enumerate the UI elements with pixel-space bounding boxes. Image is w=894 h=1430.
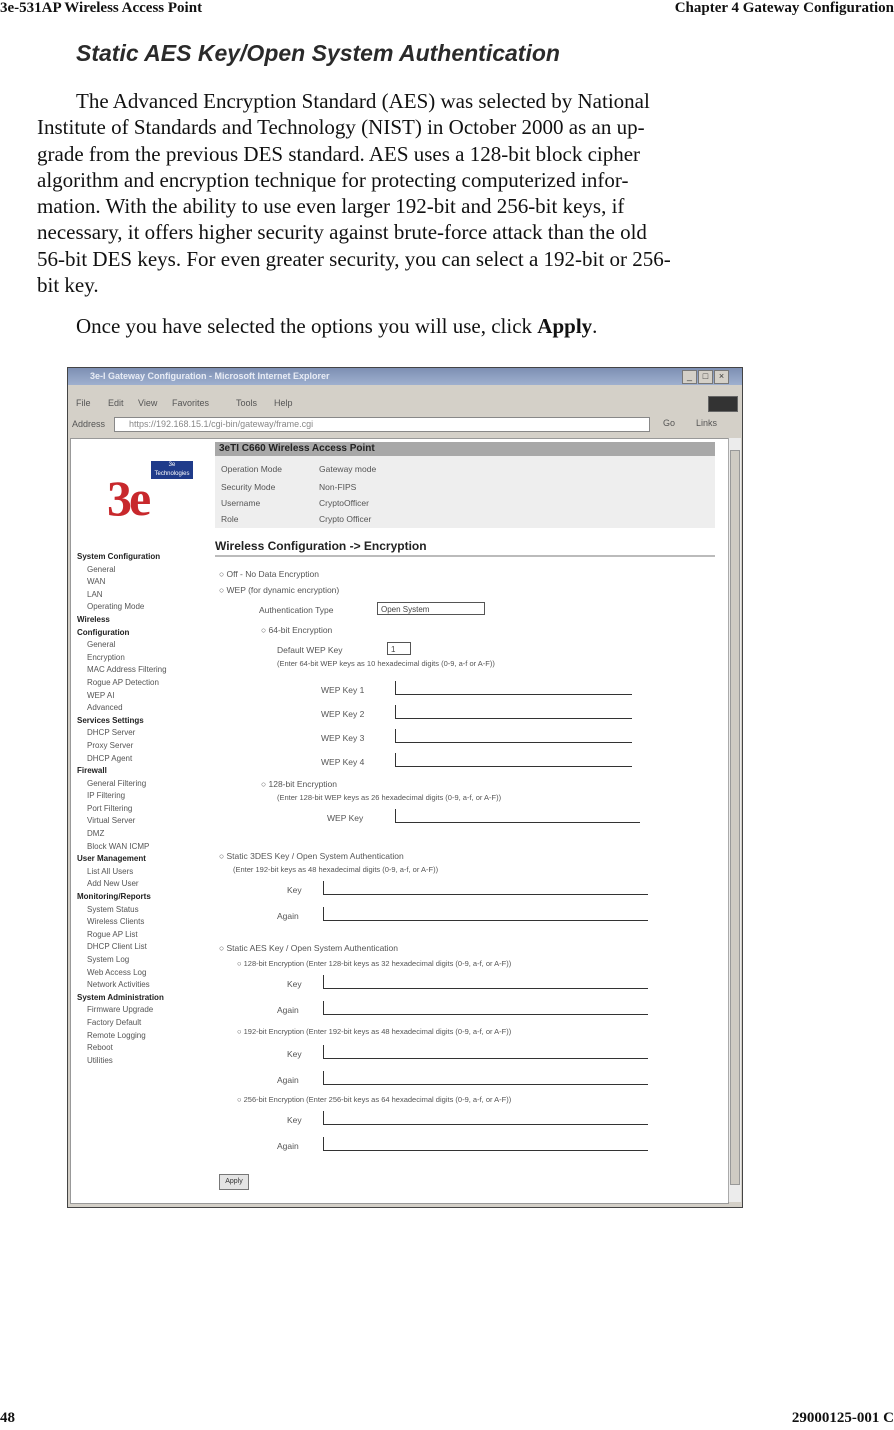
aes192-again-label: Again [277, 1075, 299, 1085]
radio-aes256-label: 256-bit Encryption (Enter 256-bit keys as 64 hexadecimal digits (0-9, a-f, or A-F)) [243, 1095, 512, 1104]
info-value: Gateway mode [319, 464, 377, 474]
nav-group-heading: Monitoring/Reports [77, 892, 151, 902]
apply-keyword: Apply [537, 314, 593, 338]
nav-link[interactable]: List All Users [87, 866, 134, 876]
paragraph-line: The Advanced Encryption Standard (AES) was selected by National [76, 89, 650, 113]
info-label: Operation Mode [221, 464, 282, 474]
aes256-again-input[interactable] [323, 1137, 648, 1151]
nav-group-heading: User Management [77, 854, 146, 864]
radio-aes[interactable]: ○ Static AES Key / Open System Authentication [219, 943, 399, 953]
page-number: 48 [0, 1410, 15, 1426]
wep-key-2-input[interactable] [395, 705, 632, 719]
nav-link[interactable]: IP Filtering [87, 791, 126, 801]
info-row [221, 464, 377, 474]
info-value: Crypto Officer [319, 514, 372, 524]
radio-aes192-label: 192-bit Encryption (Enter 192-bit keys as 48 hexadecimal digits (0-9, a-f, or A-F)) [243, 1027, 512, 1036]
address-bar [68, 415, 742, 433]
nav-link[interactable]: DHCP Server [87, 728, 136, 738]
menu-bar [68, 396, 742, 412]
default-key-label: Default WEP Key [277, 645, 343, 655]
nav-link[interactable]: DHCP Agent [87, 753, 133, 763]
apply-instruction [76, 314, 597, 339]
nav-link[interactable]: Wireless Clients [87, 917, 145, 927]
nav-link[interactable]: Operating Mode [87, 602, 145, 612]
paragraph-line: Institute of Standards and Technology (NIST) in October 2000 as an up- [37, 115, 645, 140]
radio-off-label: Off - No Data Encryption [226, 569, 319, 579]
3des-hint: (Enter 192-bit keys as 48 hexadecimal digits (0-9, a-f, or A-F)) [233, 865, 439, 874]
info-value: Non-FIPS [319, 482, 357, 492]
default-key-select[interactable]: 1 [387, 642, 411, 655]
aes192-key-input[interactable] [323, 1045, 648, 1059]
page-viewport [70, 438, 729, 1204]
menu-view[interactable]: View [138, 398, 158, 408]
nav-group-heading: Firewall [77, 766, 107, 776]
running-header-left: 3e-531AP Wireless Access Point [0, 0, 203, 16]
nav-link[interactable]: WEP AI [87, 690, 115, 700]
paragraph-line: bit key. [37, 273, 99, 298]
nav-link[interactable]: General Filtering [87, 778, 147, 788]
nav-link[interactable]: System Log [87, 955, 130, 964]
nav-link[interactable]: Factory Default [87, 1017, 142, 1027]
radio-wep128-label: 128-bit Encryption [268, 779, 338, 789]
maximize-icon[interactable]: □ [698, 370, 713, 384]
paragraph-line: algorithm and encryption technique for protecting computerized infor- [37, 167, 629, 192]
browser-screenshot [67, 367, 743, 1208]
device-name: 3eTI C660 Wireless Access Point [219, 443, 375, 454]
radio-wep128[interactable]: ○ 128-bit Encryption [261, 779, 338, 789]
menu-tools[interactable]: Tools [236, 398, 258, 408]
info-label: Security Mode [221, 482, 276, 492]
section-title: Static AES Key/Open System Authentication [76, 40, 560, 66]
paragraph-line: mation. With the ability to use even larger 192-bit and 256-bit keys, if [37, 194, 625, 219]
radio-off[interactable]: ○ Off - No Data Encryption [219, 569, 319, 579]
aes256-key-label: Key [287, 1115, 302, 1125]
logo-tag: 3e Technologies [151, 461, 193, 479]
radio-wep-label: WEP (for dynamic encryption) [226, 585, 340, 595]
nav-link[interactable]: WAN [87, 577, 106, 587]
minimize-icon[interactable]: _ [682, 370, 697, 384]
wep128-hint: (Enter 128-bit WEP keys as 26 hexadecimal digits (0-9, a-f, or A-F)) [277, 793, 502, 802]
nav-link[interactable]: Rogue AP List [87, 929, 138, 939]
running-header-right: Chapter 4 Gateway Configuration [674, 0, 894, 16]
3des-again-input[interactable] [323, 907, 648, 921]
aes192-again-input[interactable] [323, 1071, 648, 1085]
radio-3des[interactable]: ○ Static 3DES Key / Open System Authentication [219, 851, 404, 861]
nav-link[interactable]: Utilities [87, 1055, 113, 1065]
aes192-key-label: Key [287, 1049, 302, 1059]
apply-button[interactable]: Apply [219, 1174, 249, 1190]
wep-key-4-input[interactable] [395, 753, 632, 767]
sidebar-nav [77, 551, 205, 1067]
nav-group-heading: Services Settings [77, 715, 144, 725]
radio-aes128-label: 128-bit Encryption (Enter 128-bit keys as 32 hexadecimal digits (0-9, a-f, or A-F)) [243, 959, 512, 968]
nav-link[interactable]: Virtual Server [87, 816, 136, 826]
info-label: Role [221, 514, 239, 524]
radio-aes192[interactable]: ○ 192-bit Encryption (Enter 192-bit keys as 48 hexadecimal digits (0-9, a-f, or A-F)) [237, 1027, 512, 1036]
nav-group-heading: System Administration [77, 992, 164, 1002]
radio-aes-label: Static AES Key / Open System Authentication [226, 943, 399, 953]
aes256-again-label: Again [277, 1141, 299, 1151]
menu-favorites[interactable]: Favorites [172, 398, 210, 408]
wep-key-3-label: WEP Key 3 [321, 733, 365, 743]
aes128-key-label: Key [287, 979, 302, 989]
radio-3des-label: Static 3DES Key / Open System Authentication [226, 851, 404, 861]
auth-type-label: Authentication Type [259, 605, 334, 615]
3des-key-label: Key [287, 885, 302, 895]
nav-link[interactable]: Rogue AP Detection [87, 677, 159, 687]
info-row [221, 482, 357, 492]
links-button[interactable]: Links [696, 418, 718, 428]
info-row [221, 514, 372, 524]
aes256-key-input[interactable] [323, 1111, 648, 1125]
info-row [221, 498, 369, 508]
info-label: Username [221, 498, 261, 508]
radio-wep[interactable]: ○ WEP (for dynamic encryption) [219, 585, 340, 595]
paragraph-line: 56-bit DES keys. For even greater security, you can select a 192-bit or 256- [37, 246, 671, 271]
wep-key-1-label: WEP Key 1 [321, 685, 365, 695]
nav-link[interactable]: MAC Address Filtering [87, 665, 167, 675]
section-heading: Wireless Configuration -> Encryption [215, 539, 715, 557]
wep64-hint: (Enter 64-bit WEP keys as 10 hexadecimal digits (0-9, a-f or A-F)) [277, 659, 495, 668]
nav-group-heading: System Configuration [77, 552, 161, 561]
address-label: Address [72, 419, 106, 429]
3des-key-input[interactable] [323, 881, 648, 895]
nav-link[interactable]: Web Access Log [87, 967, 147, 977]
body-paragraph [37, 88, 797, 298]
scrollbar-thumb[interactable] [730, 450, 740, 1185]
device-info-box [215, 442, 715, 528]
3des-again-label: Again [277, 911, 299, 921]
nav-link[interactable]: Add New User [87, 879, 139, 889]
aes128-again-label: Again [277, 1005, 299, 1015]
nav-link[interactable]: General [87, 564, 116, 574]
aes128-key-input[interactable] [323, 975, 648, 989]
nav-link[interactable]: Network Activities [87, 980, 150, 990]
nav-link[interactable]: DHCP Client List [87, 942, 147, 952]
menu-edit[interactable]: Edit [108, 398, 124, 408]
nav-link[interactable]: LAN [87, 589, 103, 599]
nav-link[interactable]: Block WAN ICMP [87, 841, 150, 851]
apply-instruction-text: Once you have selected the options you will use, click [76, 314, 538, 338]
nav-link[interactable]: Advanced [87, 703, 123, 713]
wep-key-4-label: WEP Key 4 [321, 757, 365, 767]
vertical-scrollbar[interactable] [728, 438, 741, 1202]
nav-link[interactable]: DMZ [87, 829, 105, 839]
address-input[interactable] [114, 417, 650, 432]
window-titlebar [68, 368, 742, 385]
wep-key-3-input[interactable] [395, 729, 632, 743]
document-number: 29000125-001 C [791, 1410, 894, 1426]
auth-type-select[interactable]: Open System [377, 602, 485, 615]
wep-key-2-label: WEP Key 2 [321, 709, 365, 719]
radio-wep64[interactable]: ○ 64-bit Encryption [261, 625, 333, 635]
menu-help[interactable]: Help [274, 398, 293, 408]
nav-link[interactable]: Encryption [87, 652, 125, 662]
radio-aes256[interactable]: ○ 256-bit Encryption (Enter 256-bit keys as 64 hexadecimal digits (0-9, a-f, or A-F)) [237, 1095, 512, 1104]
company-logo: 3e [107, 470, 149, 526]
nav-group-heading: Configuration [77, 627, 130, 637]
apply-instruction-end: . [592, 314, 598, 338]
radio-aes128[interactable]: ○ 128-bit Encryption (Enter 128-bit keys as 32 hexadecimal digits (0-9, a-f, or A-F)) [237, 959, 512, 968]
nav-link[interactable]: Reboot [87, 1043, 113, 1053]
info-value: CryptoOfficer [319, 498, 369, 508]
menu-file[interactable]: File [76, 398, 91, 408]
wep128-key-input[interactable] [395, 809, 640, 823]
nav-link[interactable]: System Status [87, 904, 139, 914]
radio-wep64-label: 64-bit Encryption [268, 625, 333, 635]
device-info-header [215, 442, 715, 456]
close-icon[interactable]: × [714, 370, 729, 384]
nav-group-heading: Wireless [77, 614, 110, 624]
nav-link[interactable]: General [87, 640, 116, 650]
ie-logo-icon [708, 396, 738, 412]
wep128-key-label: WEP Key [327, 813, 364, 823]
go-button[interactable]: Go [663, 418, 676, 428]
window-title: 3e-I Gateway Configuration - Microsoft Internet Explorer [90, 371, 330, 381]
address-value: https://192.168.15.1/cgi-bin/gateway/frame.cgi [129, 419, 314, 429]
nav-link[interactable]: Port Filtering [87, 803, 133, 813]
wep-key-1-input[interactable] [395, 681, 632, 695]
nav-link[interactable]: Firmware Upgrade [87, 1005, 154, 1015]
nav-link[interactable]: Remote Logging [87, 1030, 146, 1040]
paragraph-line: grade from the previous DES standard. AES uses a 128-bit block cipher [37, 141, 641, 166]
nav-link[interactable]: Proxy Server [87, 740, 134, 750]
paragraph-line: necessary, it offers higher security against brute-force attack than the old [37, 220, 647, 245]
aes128-again-input[interactable] [323, 1001, 648, 1015]
